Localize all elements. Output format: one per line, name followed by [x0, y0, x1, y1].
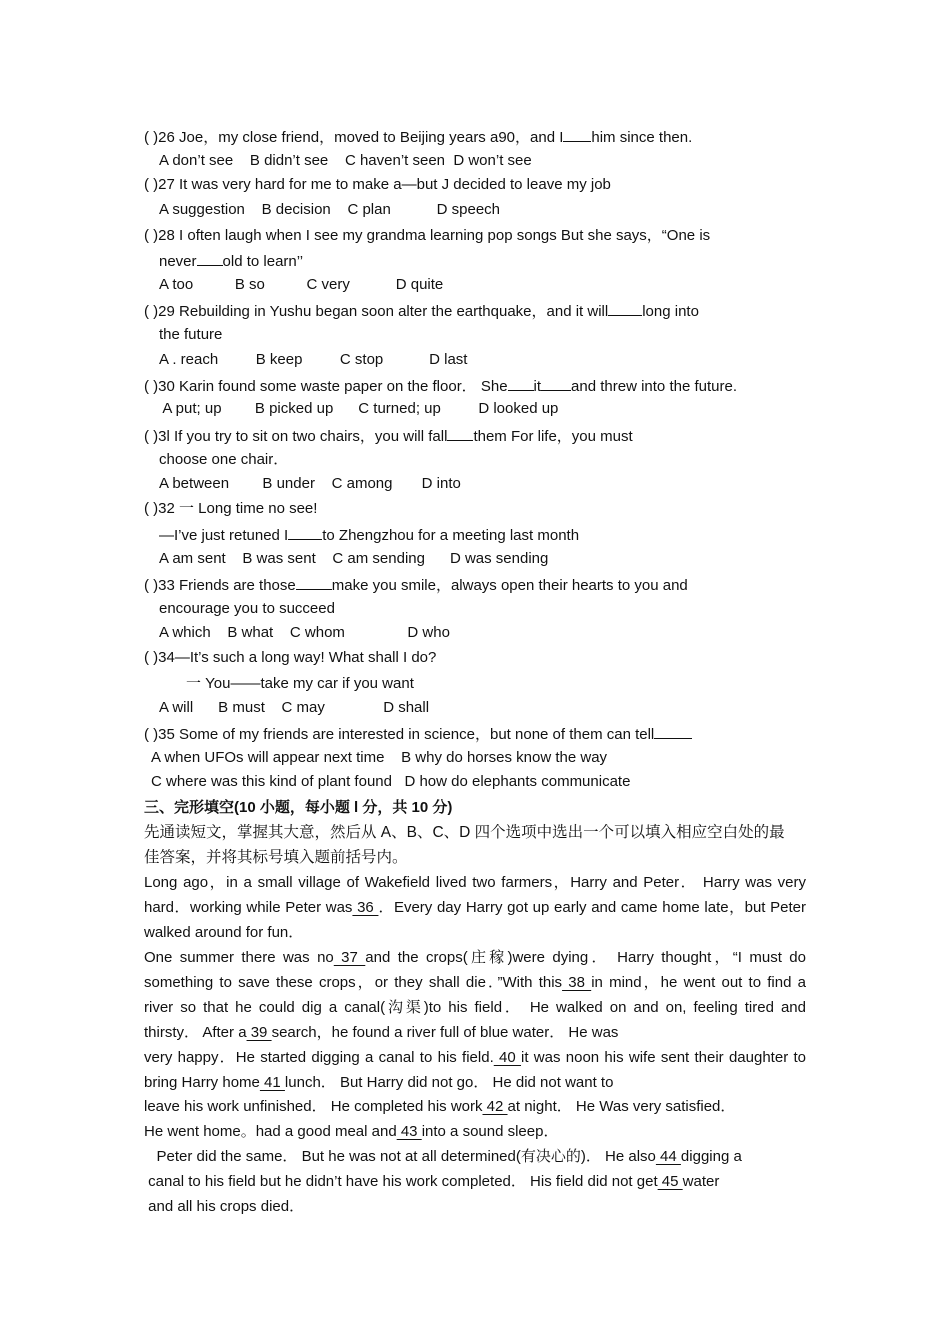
question-28-stem: ( )28 I often laugh when I see my grandma learning pop songs But she says，“One is: [144, 227, 711, 244]
answer-blank: [508, 375, 534, 391]
question-35-stem: ( )35 Some of my friends are interested in science，but none of them can tell: [144, 723, 692, 745]
question-31-stem-cont: choose one chair．: [159, 451, 289, 468]
question-30-stem: ( )30 Karin found some waste paper on the floor． She it and threw into the future.: [144, 375, 737, 397]
blank-36: 36: [352, 899, 379, 916]
question-28-stem-cont: never old to learn’’: [159, 250, 303, 272]
blank-44: 44: [655, 1148, 681, 1165]
question-32-stem: ( )32 一 Long time no see!: [144, 500, 318, 517]
blank-43: 43: [396, 1123, 422, 1140]
passage-line: Long ago，in a small village of Wakefield lived two farmers，Harry and Peter． Harry was very: [144, 874, 806, 891]
question-34-stem-cont: 一 You——take my car if you want: [186, 675, 414, 692]
passage-line: He went home。had a good meal and 43 into a sound sleep．: [144, 1123, 559, 1140]
question-33-options: A which B what C whom D who: [159, 624, 450, 641]
blank-39: 39: [246, 1024, 272, 1041]
answer-blank: [296, 574, 332, 590]
passage-line: very happy．He started digging a canal to his field. 40 it was noon his wife sent their daughter to: [144, 1049, 806, 1066]
passage-line: river so that he could dig a canal(沟渠)to his field． He walked on and on, feeling tired and: [144, 999, 806, 1016]
answer-blank: [654, 723, 692, 739]
question-28-options: A too B so C very D quite: [159, 276, 444, 293]
passage-line: walked around for fun．: [144, 924, 304, 941]
question-33-stem: ( )33 Friends are those make you smile，always open their hearts to you and: [144, 574, 688, 596]
question-29-stem-cont: the future: [159, 326, 223, 343]
passage-line: thirsty． After a 39 search，he found a river full of blue water． He was: [144, 1024, 619, 1041]
passage-line: One summer there was no 37 and the crops(庄稼)were dying． Harry thought，“I must do: [144, 949, 806, 966]
question-29-options: A . reach B keep C stop D last: [159, 351, 468, 368]
answer-blank: [541, 375, 571, 391]
section-heading: 三、完形填空(10 小题，每小题 l 分，共 10 分): [144, 799, 453, 816]
question-26-options: A don’t see B didn’t see C haven’t seen D won’t see: [159, 152, 532, 169]
answer-blank: [288, 524, 322, 540]
passage-line: bring Harry home 41 lunch． But Harry did not go． He did not want to: [144, 1074, 614, 1091]
passage-line: hard．working while Peter was 36 ．Every day Harry got up early and came home late，but Peter: [144, 899, 806, 916]
answer-blank: [608, 300, 642, 316]
question-31-stem: ( )3l If you try to sit on two chairs，you will fall them For life，you must: [144, 425, 633, 447]
blank-40: 40: [493, 1049, 522, 1066]
passage-line: something to save these crops，or they shall die．”With this 38 in mind，he went out to find a: [144, 974, 807, 991]
answer-blank: [563, 126, 591, 142]
question-33-stem-cont: encourage you to succeed: [159, 600, 335, 617]
blank-37: 37: [333, 949, 366, 966]
blank-38: 38: [562, 974, 592, 991]
blank-45: 45: [657, 1173, 683, 1190]
question-27-options: A suggestion B decision C plan D speech: [159, 201, 501, 218]
blank-42: 42: [482, 1098, 508, 1115]
section-instructions-cont: 佳答案，并将其标号填入题前括号内。: [144, 849, 408, 866]
blank-41: 41: [259, 1074, 285, 1091]
question-34-options: A will B must C may D shall: [159, 699, 430, 716]
passage-line: and all his crops died．: [144, 1198, 305, 1215]
question-30-options: A put; up B picked up C turned; up D looked up: [159, 400, 559, 417]
section-instructions: 先通读短文，掌握其大意，然后从 A、B、C、D 四个选项中选出一个可以填入相应空白处的最: [144, 824, 785, 841]
passage-line: Peter did the same． But he was not at all determined(有决心的)． He also 44 digging a: [144, 1148, 742, 1165]
question-29-stem: ( )29 Rebuilding in Yushu began soon alter the earthquake，and it will long into: [144, 300, 699, 322]
question-32-options: A am sent B was sent C am sending D was sending: [159, 550, 549, 567]
answer-blank: [447, 425, 473, 441]
question-31-options: A between B under C among D into: [159, 475, 461, 492]
passage-line: canal to his field but he didn’t have his work completed． His field did not get 45 water: [144, 1173, 720, 1190]
question-35-options: A when UFOs will appear next time B why do horses know the way: [151, 749, 608, 766]
question-27-stem: ( )27 It was very hard for me to make a—but J decided to leave my job: [144, 176, 611, 193]
question-35-options-cont: C where was this kind of plant found D how do elephants communicate: [151, 773, 631, 790]
question-34-stem: ( )34—It’s such a long way! What shall I do?: [144, 649, 437, 666]
passage-line: leave his work unfinished． He completed his work 42 at night． He Was very satisfied．: [144, 1098, 736, 1115]
question-32-stem-cont: —I’ve just retuned I to Zhengzhou for a meeting last month: [159, 524, 579, 546]
answer-blank: [197, 250, 223, 266]
question-26-stem: ( )26 Joe，my close friend，moved to Beijing years a90，and I him since then.: [144, 126, 692, 148]
